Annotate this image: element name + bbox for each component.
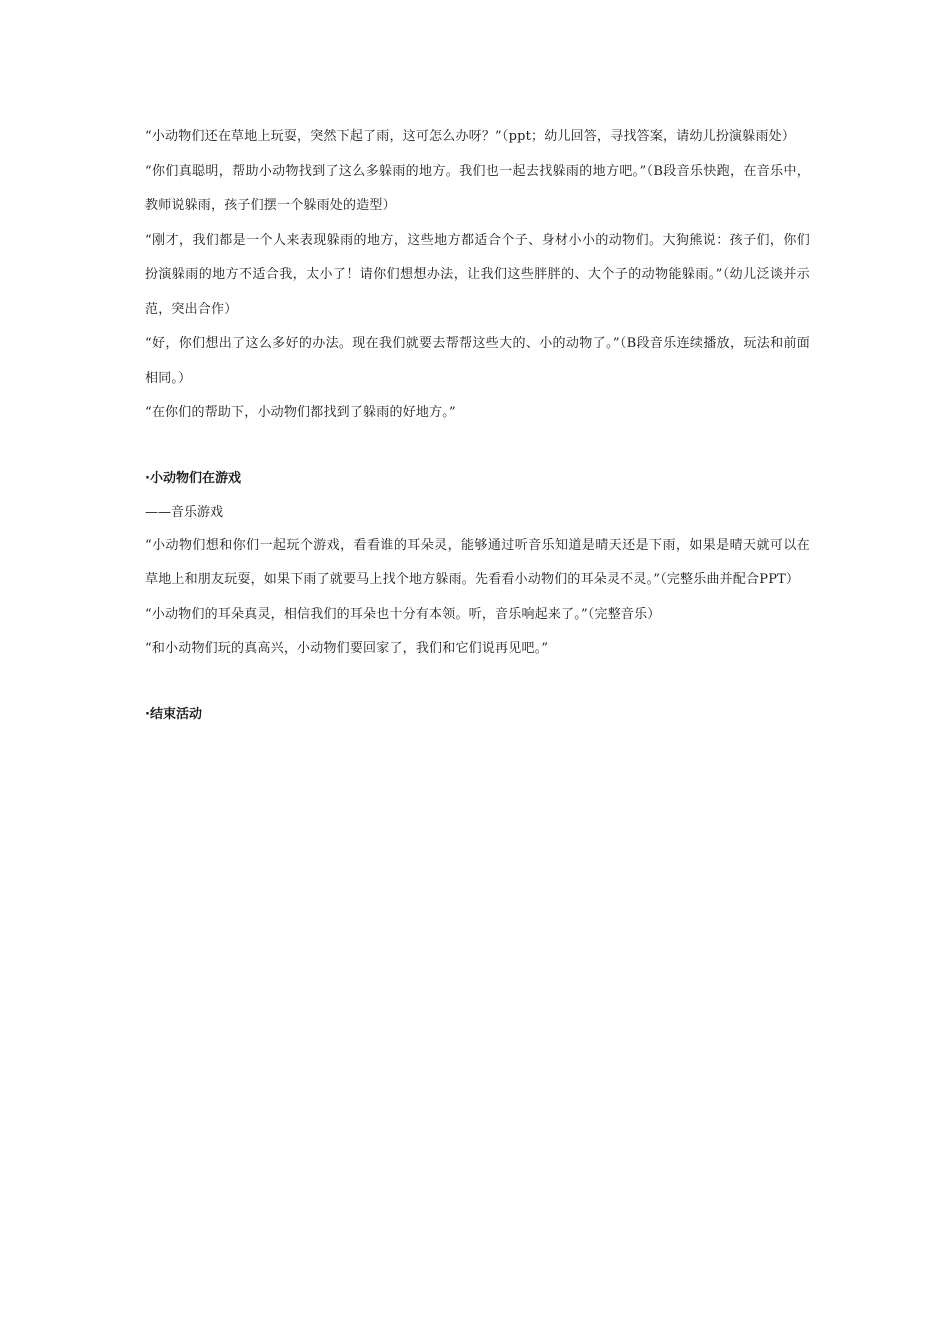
document-page xyxy=(145,120,810,725)
section-heading: ·小动物们在游戏 xyxy=(145,470,241,486)
paragraph: “在你们的帮助下，小动物们都找到了躲雨的好地方。” xyxy=(145,405,456,420)
paragraph: “你们真聪明，帮助小动物找到了这么多躲雨的地方。我们也一起去找躲雨的地方吧。”（B段音乐快跑，在音乐中，教师说躲雨，孩子们摆一个躲雨处的造型） xyxy=(145,163,810,213)
section-heading: ·结束活动 xyxy=(145,706,202,722)
section-rain-shelter xyxy=(145,120,810,431)
paragraph: “和小动物们玩的真高兴，小动物们要回家了，我们和它们说再见吧。” xyxy=(145,641,549,656)
section-animal-game xyxy=(145,469,810,667)
paragraph: “刚才，我们都是一个人来表现躲雨的地方，这些地方都适合个子、身材小小的动物们。大狗熊说：孩子们，你们扮演躲雨的地方不适合我，太小了！请你们想想办法，让我们这些胖胖的、大个子的动物能躲雨。”（幼儿泛谈并示范，突出合作） xyxy=(145,232,810,317)
paragraph: “小动物们的耳朵真灵，相信我们的耳朵也十分有本领。听，音乐响起来了。”（完整音乐） xyxy=(145,606,661,622)
section-subtitle: ——音乐游戏 xyxy=(145,504,224,520)
paragraph: “小动物们想和你们一起玩个游戏，看看谁的耳朵灵，能够通过听音乐知道是晴天还是下雨，如果是晴天就可以在草地上和朋友玩耍，如果下雨了就要马上找个地方躲雨。先看看小动物们的耳朵灵不灵。”（完整乐曲并配合PPT） xyxy=(145,537,810,587)
paragraph: “好，你们想出了这么多好的办法。现在我们就要去帮帮这些大的、小的动物了。”（B段音乐连续播放，玩法和前面相同。） xyxy=(145,336,810,386)
paragraph: “小动物们还在草地上玩耍，突然下起了雨，这可怎么办呀？”（ppt；幼儿回答，寻找答案，请幼儿扮演躲雨处） xyxy=(145,129,796,144)
section-ending xyxy=(145,705,810,725)
